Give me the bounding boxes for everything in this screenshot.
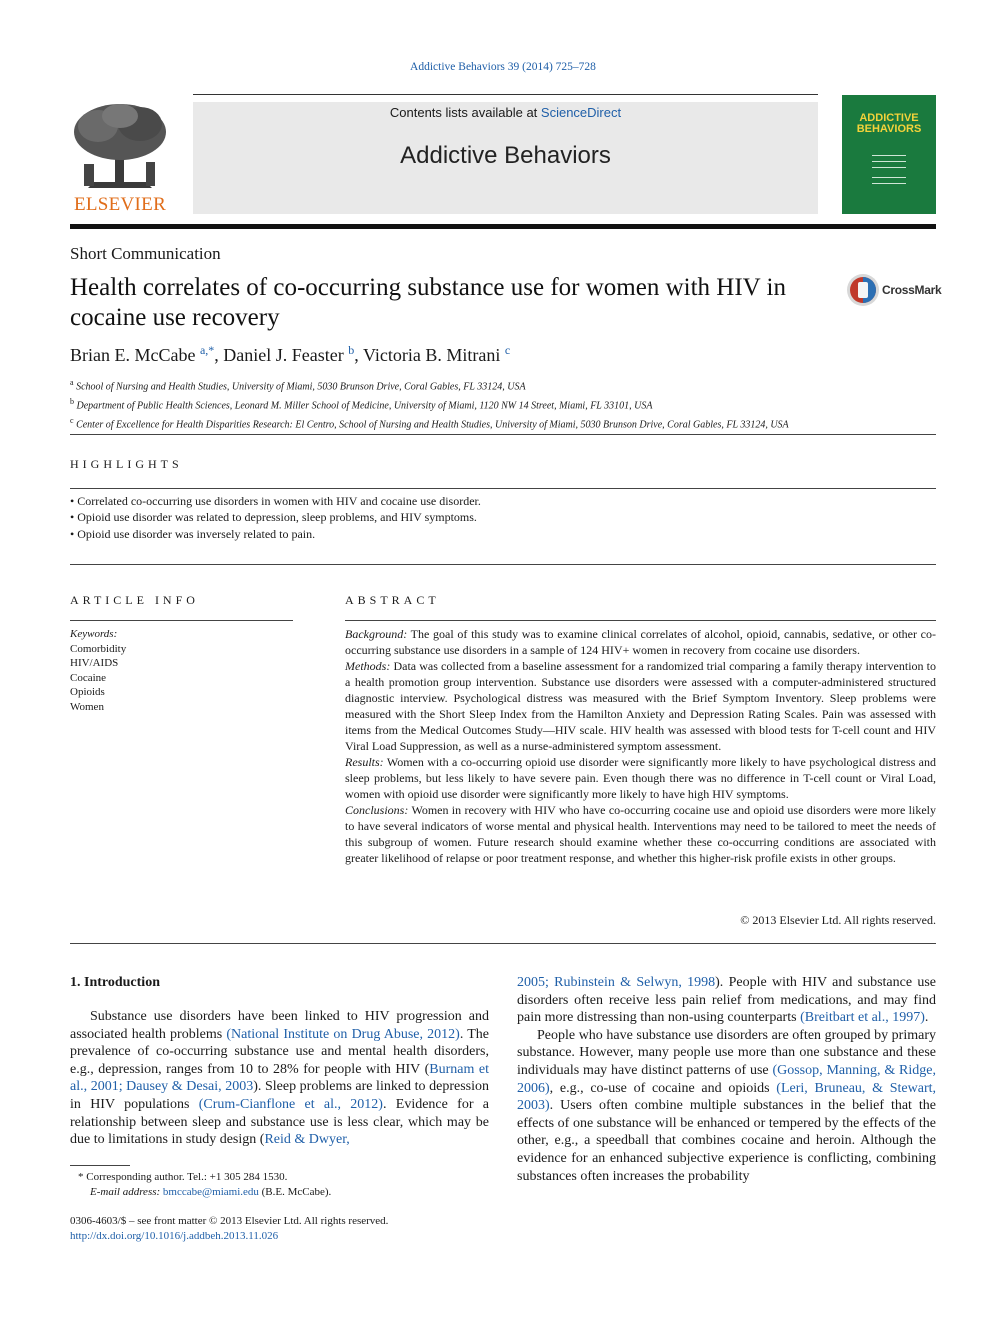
intro-column-right	[517, 974, 936, 1185]
keyword: Cocaine	[70, 671, 107, 684]
email-link[interactable]: bmccabe@miami.edu	[162, 1186, 259, 1198]
abstract-conclusions: Conclusions: Women in recovery with HIV who have co-occurring cocaine use and opioid use disorders were more likely to have several indicators of worse mental and physical health. Interventions may need to be tailored to meet the needs of this subgroup of women. Future research should examine whether these co-occurring conditions are associated with greater likelihood of relapse or poor treatment response, and whether this higher-risk profile exists in other groups.	[345, 803, 936, 865]
author-affiliation-mark[interactable]: b	[348, 343, 355, 357]
corresponding-author-note: * Corresponding author. Tel.: +1 305 284 1530.	[78, 1171, 288, 1183]
citation-link[interactable]: Reid & Dwyer,	[264, 1132, 350, 1148]
intro-paragraph: Substance use disorders have been linked to HIV progression and associated health problems (National Institute on Drug Abuse, 2012). The prevalence of co-occurring substance use and mental health disorders, e.g., depression, ranges from 10 to 28% for people with HIV (Burnam et al., 2001; Dausey & Desai, 2003). Sleep problems are linked to depression in HIV populations (Crum-Cianflone et al., 2012). Evidence for a relationship between sleep and substance use is less clear, which may be due to limitations in study design (Reid & Dwyer,	[70, 1009, 490, 1148]
abstract-heading: ABSTRACT	[345, 593, 440, 607]
keyword: Opioids	[70, 686, 105, 698]
highlights-list	[70, 493, 481, 542]
author-name[interactable]: Victoria B. Mitrani	[362, 345, 501, 365]
header-top-rule	[193, 94, 818, 95]
cover-title-line1: ADDICTIVE	[859, 112, 919, 124]
affiliation: $^b$ Department of Public Health Sciences, Leonard M. Miller School of Medicine, University of Miami, 1120 NW 14 Street, Miami, FL 33101, USA	[70, 396, 653, 412]
header-thick-rule	[70, 224, 936, 229]
introduction-heading: 1. Introduction	[70, 975, 160, 990]
doi-link[interactable]: http://dx.doi.org/10.1016/j.addbeh.2013.11.026	[70, 1229, 279, 1242]
cover-decoration	[872, 177, 906, 178]
author-affiliation-mark[interactable]: c	[504, 343, 511, 357]
cover-decoration	[872, 183, 906, 184]
email-note: E-mail address: bmccabe@miami.edu (B.E. McCabe).	[90, 1186, 332, 1198]
intro-paragraph: 2005; Rubinstein & Selwyn, 1998). People with HIV and substance use disorders often receive less pain relief from medications, and may find pain more distressing than non-using counterparts (Breitbart et al., 1997).	[517, 975, 937, 1026]
footnote-rule	[70, 1165, 130, 1166]
crossmark-badge[interactable]	[846, 273, 946, 309]
divider	[70, 434, 936, 435]
issn-line: 0306-4603/$ – see front matter © 2013 Elsevier Ltd. All rights reserved.	[70, 1215, 389, 1227]
intro-paragraph: People who have substance use disorders are often grouped by primary substance. However, many people use more than one substance and these individuals may have distinct patterns of use (Gossop, Manning, & Ridge, 2006), e.g., co-use of cocaine and opioids (Leri, Bruneau, & Stewart, 2003). Users often combine multiple substances in the belief that the effects of one substance will be enhanced or tempered by the effects of the other, e.g., a speedball that combines cocaine and heroin. Although the evidence for an enhanced subjective experience is conflicting, combining substances often increases the probability	[517, 1027, 937, 1184]
author-name[interactable]: Brian E. McCabe	[70, 345, 196, 365]
affiliation: $^c$ Center of Excellence for Health Disparities Research: El Centro, School of Nursing and Health Studies, University of Miami, 5030 Brunson Drive, Coral Gables, FL 33124, USA	[70, 415, 789, 430]
abstract-methods: Methods: Data was collected from a baseline assessment for a randomized trial comparing a family therapy intervention to a health promotion group intervention. Substance use disorders were assessed with a computer-administered structured diagnostic interview. Psychological distress was measured with the Brief Symptom Inventory. Sleep problems were measured with the Short Sleep Index from the Hamilton Anxiety and Depression Rating Scales. Pain was assessed with items from the Medical Outcomes Study—HIV scale. HIV health was assessed with blood tests for T-cell count and HIV Viral Load Suppression, as well as a nurse-administered symptom assessment.	[345, 659, 936, 753]
page-footer	[70, 1214, 388, 1243]
keyword: HIV/AIDS	[70, 657, 119, 669]
abstract-body	[345, 626, 936, 866]
affiliations	[70, 376, 789, 432]
citation-link[interactable]: (Gossop, Manning, & Ridge, 2006)	[517, 1062, 936, 1096]
contents-prefix: Contents lists available at	[389, 105, 541, 120]
divider	[345, 620, 936, 621]
footnotes	[70, 1170, 331, 1200]
cover-title	[842, 113, 936, 135]
highlights-heading: HIGHLIGHTS	[70, 457, 183, 471]
abstract-results: Results: Women with a co-occurring opioid use disorder were significantly more likely to have psychological distress and sleep problems, but less likely to have severe pain. Even though there was no difference in T-cell count or Viral Load, women with opioid use disorder were significantly more likely to have high HIV symptoms.	[345, 755, 936, 801]
citation-link[interactable]: 2005; Rubinstein & Selwyn, 1998	[517, 975, 716, 990]
cover-decoration	[872, 155, 906, 156]
article-info-heading: ARTICLE INFO	[70, 593, 199, 607]
journal-reference[interactable]: Addictive Behaviors 39 (2014) 725–728	[410, 61, 596, 73]
divider	[70, 620, 293, 621]
citation-link[interactable]: (Leri, Bruneau, & Stewart, 2003)	[517, 1080, 937, 1114]
article-title: Health correlates of co-occurring substance use for women with HIV in cocaine use recovery	[70, 274, 786, 331]
cover-title-line2: BEHAVIORS	[856, 123, 922, 135]
intro-column-left	[70, 1008, 489, 1149]
abstract-background: Background: The goal of this study was to examine clinical correlates of alcohol, opioid, cannabis, sedative, or other co-occurring substance use disorders in a sample of 124 HIV+ women in recovery from cocaine use disorders.	[345, 627, 936, 657]
highlight-item: • Opioid use disorder was related to depression, sleep problems, and HIV symptoms.	[70, 510, 477, 525]
divider	[70, 943, 936, 944]
keywords-block	[70, 627, 126, 714]
sciencedirect-link[interactable]: ScienceDirect	[540, 105, 622, 120]
divider	[70, 488, 936, 489]
author-affiliation-mark[interactable]: a,*	[199, 343, 215, 357]
crossmark-icon	[846, 273, 880, 307]
author-name[interactable]: Daniel J. Feaster	[223, 345, 344, 365]
highlight-item: • Correlated co-occurring use disorders in women with HIV and cocaine use disorder.	[70, 494, 481, 508]
contents-available-line	[193, 105, 818, 120]
cover-decoration	[872, 167, 906, 168]
keyword: Women	[70, 700, 104, 713]
affiliation: $^a$ School of Nursing and Health Studies, University of Miami, 5030 Brunson Drive, Coral Gables, FL 33124, USA	[70, 378, 526, 393]
author-list: Brian E. McCabe $^{a,*}$, Daniel J. Feaster $^b$, Victoria B. Mitrani $^c$	[70, 343, 511, 365]
keyword: Comorbidity	[70, 642, 127, 655]
article-type: Short Communication	[70, 244, 221, 263]
citation-link[interactable]: Burnam et al., 2001; Dausey & Desai, 2003	[70, 1061, 489, 1095]
journal-title: Addictive Behaviors	[400, 142, 611, 169]
citation-link[interactable]: (Breitbart et al., 1997)	[800, 1010, 925, 1026]
elsevier-wordmark: ELSEVIER	[73, 194, 167, 215]
citation-link[interactable]: (National Institute on Drug Abuse, 2012)	[226, 1026, 460, 1042]
highlight-item: • Opioid use disorder was inversely related to pain.	[70, 526, 316, 541]
crossmark-label: CrossMark	[882, 283, 942, 297]
abstract-copyright: © 2013 Elsevier Ltd. All rights reserved.	[740, 913, 936, 927]
keywords-label: Keywords:	[70, 628, 118, 640]
journal-cover-thumbnail[interactable]	[842, 95, 936, 214]
cover-decoration	[872, 161, 906, 162]
citation-link[interactable]: (Crum-Cianflone et al., 2012)	[198, 1096, 383, 1112]
divider	[70, 564, 936, 565]
